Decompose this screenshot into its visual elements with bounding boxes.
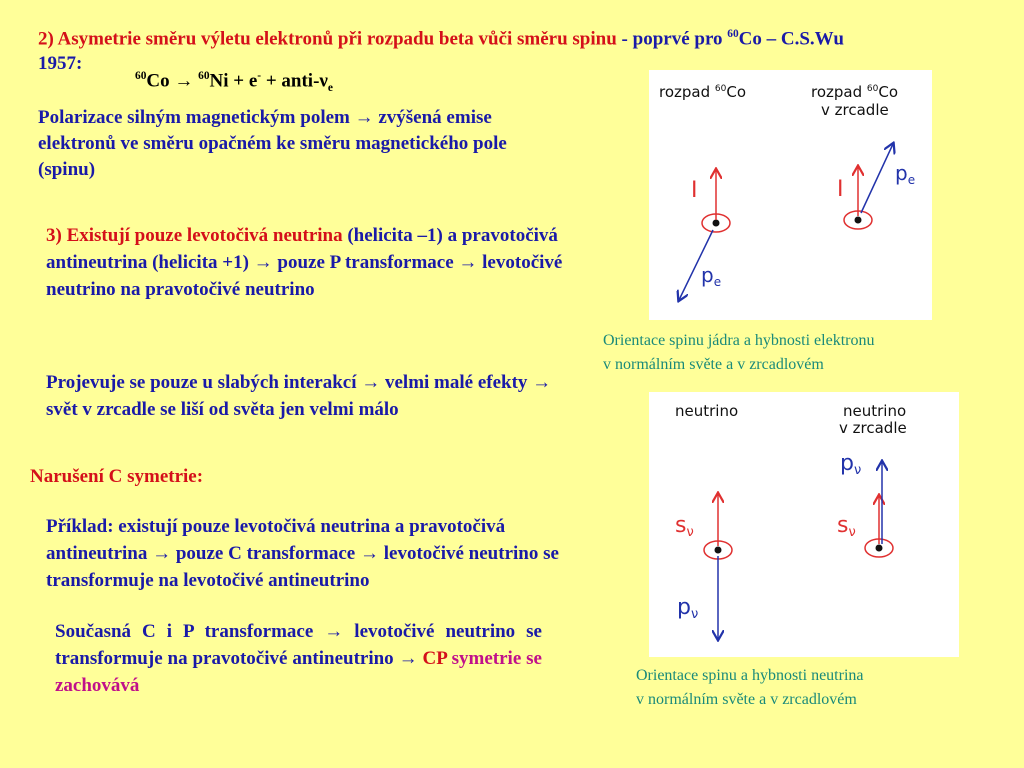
slide-heading [38, 22, 1013, 76]
heading-year: 1957: [38, 53, 83, 75]
fig2-right-particle [876, 545, 883, 552]
fig2-left-spin-label: sν [675, 513, 694, 540]
figure1-caption-line2: v normálním světe a v zrcadlovém [603, 356, 824, 373]
fig1-right-spin-label: I [837, 177, 844, 202]
cp-word: CP [422, 648, 447, 669]
fig1-label-left: rozpad $^{60}$Co [659, 83, 747, 101]
weak-interaction-text: Projevuje se pouze u slabých interakcí → velmi malé efekty → svět v zrcadle se liší od světa jen velmi málo [46, 372, 552, 420]
figure1-caption [603, 329, 874, 377]
reaction-equation [135, 70, 333, 94]
reaction-rest: + anti-ν [261, 70, 328, 92]
cp-magenta: symetrie se zachovává [55, 648, 542, 696]
heading-blue-suffix: Co – C.S.Wu [738, 28, 844, 50]
fig2-label-right-line1: neutrino [843, 402, 907, 420]
figure1-caption-line1: Orientace spinu jádra a hybnosti elektronu [603, 332, 875, 349]
fig1-left-nucleus [713, 220, 720, 227]
fig2-right-momentum-label: pν [840, 451, 862, 478]
figure2-caption-line1: Orientace spinu a hybnosti neutrina [636, 667, 864, 684]
point3-text [46, 222, 566, 303]
fig2-label-right-line2: v zrcadle [839, 419, 907, 437]
reaction-sup2: 60 [198, 70, 210, 82]
fig1-right-momentum-label: $p_e$ [895, 161, 916, 187]
point3-number: 3) [46, 225, 62, 246]
fig1-label-right: rozpad $^{60}$Co [811, 83, 899, 101]
reaction-ni: Ni + e [209, 70, 258, 92]
fig1-left-spin-label: I [691, 178, 698, 203]
fig1-label-right-line2: v zrcadle [821, 101, 889, 119]
polarization-text: Polarizace silným magnetickým polem → zvýšená emise elektronů ve směru opačném ke směru magnetického pole (spinu) [38, 107, 507, 180]
cp-blue: Současná C i P transformace → levotočivé neutrino se transformuje na pravotočivé antineutrino → [55, 621, 542, 669]
heading-number: 2) [38, 28, 54, 50]
c-violation-heading: Narušení C symetrie: [30, 466, 204, 487]
heading-red-text: Asymetrie směru výletu elektronů při rozpadu beta vůči směru spinu [57, 28, 617, 50]
reaction-sup3: - [257, 70, 262, 82]
fig1-right-nucleus [855, 217, 862, 224]
reaction-sup1: 60 [135, 70, 147, 82]
reaction-sub: e [327, 82, 333, 95]
figure1-drawing [649, 70, 932, 320]
figure1-panel [649, 70, 932, 320]
figure2-caption-line2: v normálním světe a v zrcadlovém [636, 691, 857, 708]
point3-blue: (helicita –1) a pravotočivá antineutrina (helicita +1) → pouze P transformace → levotočivé neutrino na pravotočivé neutrino [46, 225, 563, 300]
fig2-right-spin-label: sν [837, 513, 856, 540]
heading-blue-prefix: - poprvé pro [616, 28, 728, 50]
figure2-drawing [649, 392, 959, 657]
fig2-left-particle [715, 547, 722, 554]
example-text: Příklad: existují pouze levotočivá neutrina a pravotočivá antineutrina → pouze C transformace → levotočivé neutrino se transformuje na levotočivé antineutrino [46, 516, 559, 591]
point3-red: Existují pouze levotočivá neutrina [66, 225, 343, 246]
fig1-left-momentum-label: $p_e$ [701, 263, 722, 289]
heading-sup: 60 [727, 28, 739, 40]
cp-text [55, 618, 542, 699]
figure2-caption [636, 664, 864, 712]
figure2-panel [649, 392, 959, 657]
fig2-left-momentum-label: pν [677, 595, 699, 622]
reaction-co: Co → [146, 70, 199, 92]
fig2-label-left: neutrino [675, 402, 739, 420]
fig1-right-momentum-arrow [861, 144, 893, 213]
